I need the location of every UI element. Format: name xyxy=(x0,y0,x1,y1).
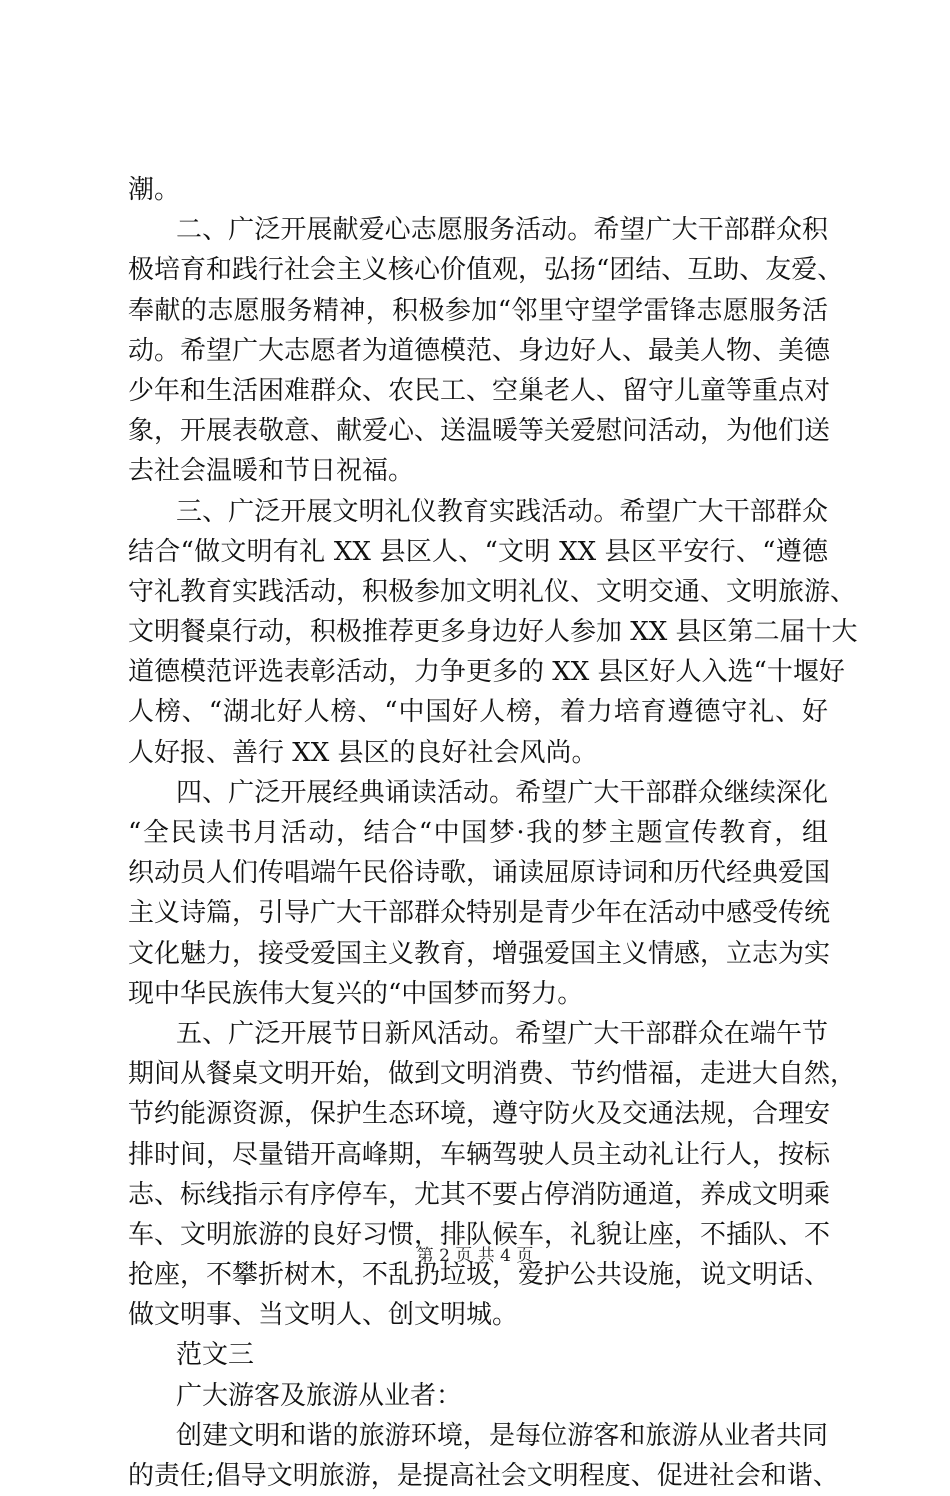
page-footer: 第 2 页 共 4 页 xyxy=(416,1246,534,1266)
text-line: 潮。 xyxy=(128,175,181,205)
text-line: 象，开展表敬意、献爱心、送温暖等关爱慰问活动，为他们送 xyxy=(128,416,831,447)
text-line: 车、文明旅游的良好习惯，排队候车，礼貌让座，不插队、不 xyxy=(128,1219,831,1250)
text-line: 三、广泛开展文明礼仪教育实践活动。希望广大干部群众 xyxy=(176,496,828,527)
text-line: 道德模范评选表彰活动，力争更多的 XX 县区好人入选“十堰好 xyxy=(128,657,845,688)
text-line: 去社会温暖和节日祝福。 xyxy=(128,456,415,487)
text-line: 排时间，尽量错开高峰期，车辆驾驶人员主动礼让行人，按标 xyxy=(128,1139,831,1170)
text-line: 奉献的志愿服务精神，积极参加“邻里守望学雷锋志愿服务活 xyxy=(128,295,828,326)
text-line: 创建文明和谐的旅游环境，是每位游客和旅游从业者共同 xyxy=(176,1420,828,1451)
text-line: 少年和生活困难群众、农民工、空巢老人、留守儿童等重点对 xyxy=(128,375,831,406)
text-line: 织动员人们传唱端午民俗诗歌，诵读屈原诗词和历代经典爱国 xyxy=(128,858,831,889)
text-line: 现中华民族伟大复兴的“中国梦而努力。 xyxy=(128,978,584,1009)
text-line: 做文明事、当文明人、创文明城。 xyxy=(128,1300,519,1331)
text-line: 人榜、“湖北好人榜、“中国好人榜，着力培育遵德守礼、好 xyxy=(128,697,828,728)
text-line: 极培育和践行社会主义核心价值观，弘扬“团结、互助、友爱、 xyxy=(128,255,844,286)
text-line: 文明餐桌行动，积极推荐更多身边好人参加 XX 县区第二届十大 xyxy=(128,617,858,648)
text-line: 主义诗篇，引导广大干部群众特别是青少年在活动中感受传统 xyxy=(128,898,831,929)
text-line: “全民读书月活动，结合“中国梦·我的梦主题宣传教育，组 xyxy=(128,818,828,848)
text-line: 的责任;倡导文明旅游，是提高社会文明程度、促进社会和谐、 xyxy=(128,1461,839,1491)
text-line: 期间从餐桌文明开始，做到文明消费、节约惜福，走进大自然， xyxy=(128,1059,857,1090)
text-line: 动。希望广大志愿者为道德模范、身边好人、最美人物、美德 xyxy=(128,335,831,366)
text-line: 五、广泛开展节日新风活动。希望广大干部群众在端午节 xyxy=(176,1018,828,1049)
text-line: 志、标线指示有序停车，尤其不要占停消防通道，养成文明乘 xyxy=(128,1179,831,1210)
text-line: 四、广泛开展经典诵读活动。希望广大干部群众继续深化 xyxy=(176,777,828,808)
text-line: 人好报、善行 XX 县区的良好社会风尚。 xyxy=(128,737,598,768)
text-line: 结合“做文明有礼 XX 县区人、“文明 XX 县区平安行、“遵德 xyxy=(128,536,828,567)
text-line: 节约能源资源，保护生态环境，遵守防火及交通法规，合理安 xyxy=(128,1099,831,1130)
text-line: 范文三 xyxy=(176,1340,255,1371)
text-line: 抢座，不攀折树木，不乱扔垃圾，爱护公共设施，说文明话、 xyxy=(128,1260,831,1291)
document-body xyxy=(128,170,858,1496)
text-line: 文化魅力，接受爱国主义教育，增强爱国主义情感，立志为实 xyxy=(128,938,831,969)
text-line: 守礼教育实践活动，积极参加文明礼仪、文明交通、文明旅游、 xyxy=(128,576,857,607)
text-line: 广大游客及旅游从业者： xyxy=(176,1380,463,1411)
text-line: 二、广泛开展献爱心志愿服务活动。希望广大干部群众积 xyxy=(176,215,828,246)
